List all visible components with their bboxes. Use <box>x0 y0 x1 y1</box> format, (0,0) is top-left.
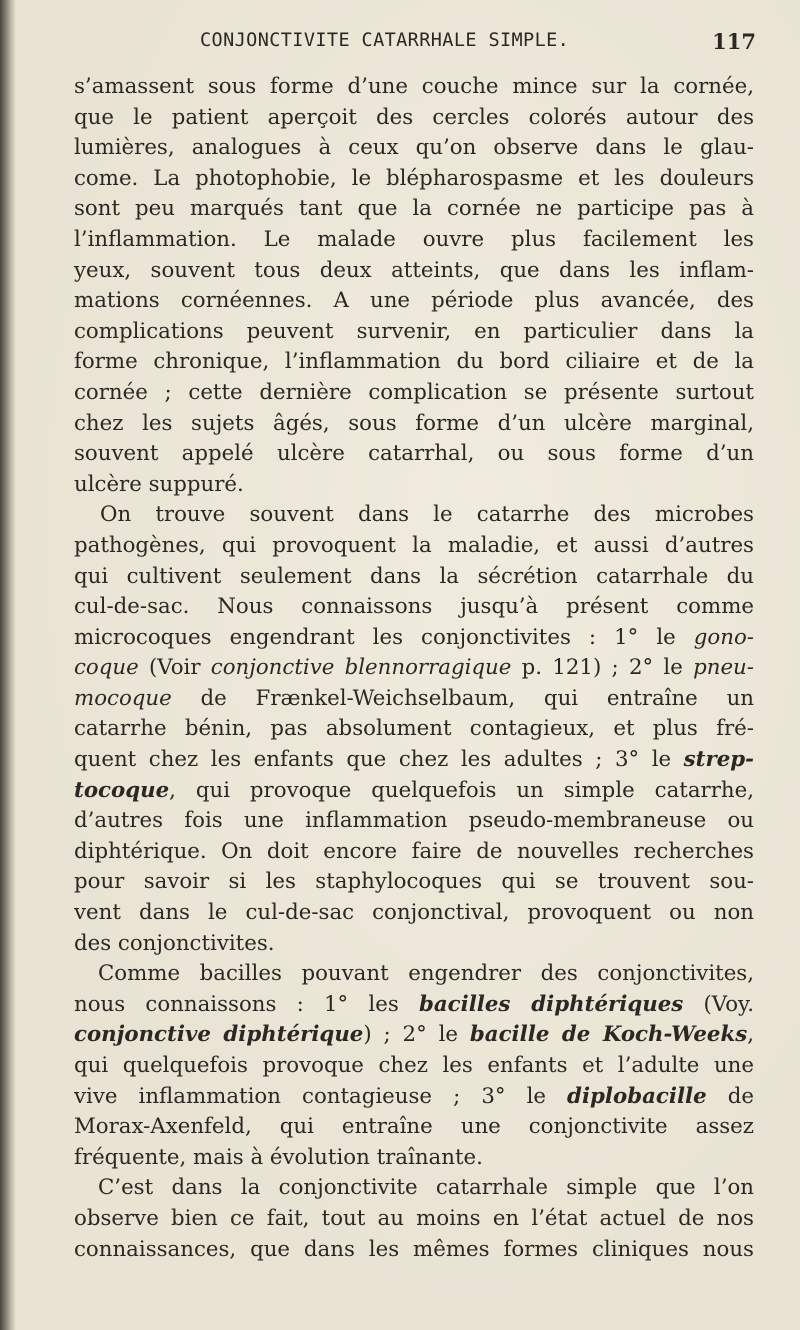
text-line: observe bien ce fait, tout au moins en l’état actuel de nos <box>74 1205 754 1231</box>
italic-term: bacille de Koch-Weeks <box>469 1022 748 1048</box>
italic-term: diplobacille <box>567 1083 707 1109</box>
text-line: mocoque de Frænkel-Weichselbaum, qui entraîne un <box>74 685 754 711</box>
text-line: quent chez les enfants que chez les adultes ; 3° le strep- <box>74 747 754 773</box>
text-line: souvent appelé ulcère catarrhal, ou sous forme d’un <box>74 441 754 467</box>
paragraph-start-line: Comme bacilles pouvant engendrer des conjonctivites, <box>98 961 754 987</box>
text-line: diphtérique. On doit encore faire de nouvelles recherches <box>74 838 754 864</box>
text-line: forme chronique, l’inflammation du bord ciliaire et de la <box>74 349 754 375</box>
italic-term: strep- <box>683 747 754 773</box>
text-line: microcoques engendrant les conjonctivites : 1° le gono- <box>74 624 754 650</box>
text-line: vent dans le cul-de-sac conjonctival, provoquent ou non <box>74 900 754 926</box>
text-line: s’amassent sous forme d’une couche mince sur la cornée, <box>74 74 754 99</box>
italic-term: gono- <box>693 624 754 650</box>
text-line: lumières, analogues à ceux qu’on observe dans le glau- <box>74 135 754 161</box>
text-line: qui cultivent seulement dans la sécrétion catarrhale du <box>74 563 754 589</box>
text-line: complications peuvent survenir, en particulier dans la <box>74 318 754 344</box>
text-line: ulcère suppuré. <box>74 471 244 497</box>
text-line: vive inflammation contagieuse ; 3° le diplobacille de <box>74 1083 754 1109</box>
text-line: pathogènes, qui provoquent la maladie, et aussi d’autres <box>74 532 754 558</box>
text-line: que le patient aperçoit des cercles colorés autour des <box>74 104 754 130</box>
italic-term: conjonctive diphtérique <box>74 1022 364 1048</box>
running-head <box>0 26 800 60</box>
text-line: nous connaissons : 1° les bacilles diphtériques (Voy. <box>74 991 754 1017</box>
page-binding-shadow <box>0 0 16 1330</box>
text-line: mations cornéennes. A une période plus avancée, des <box>74 288 754 314</box>
text-line: fréquente, mais à évolution traînante. <box>74 1144 483 1170</box>
page-number: 117 <box>712 29 756 54</box>
text-line: des conjonctivites. <box>74 930 275 956</box>
text-line: yeux, souvent tous deux atteints, que dans les inflam- <box>74 257 754 283</box>
paragraph-start-line: C’est dans la conjonctivite catarrhale simple que l’on <box>98 1175 754 1201</box>
text-line: come. La photophobie, le blépharospasme et les douleurs <box>74 165 754 191</box>
italic-term: bacilles diphtériques <box>418 991 684 1017</box>
text-line: Morax-Axenfeld, qui entraîne une conjonctivite assez <box>74 1114 754 1140</box>
text-line: l’inflammation. Le malade ouvre plus facilement les <box>74 226 754 252</box>
paragraph-start-line: On trouve souvent dans le catarrhe des microbes <box>100 502 754 528</box>
body-text <box>74 72 754 1265</box>
text-line: tocoque, qui provoque quelquefois un simple catarrhe, <box>74 777 754 803</box>
text-line: sont peu marqués tant que la cornée ne participe pas à <box>74 196 754 222</box>
running-title: CONJONCTIVITE CATARRHALE SIMPLE. <box>200 30 570 51</box>
text-line: connaissances, que dans les mêmes formes cliniques nous <box>74 1236 754 1262</box>
italic-term: pneu- <box>693 655 754 681</box>
italic-term: mocoque <box>74 685 172 711</box>
text-line: pour savoir si les staphylocoques qui se trouvent sou- <box>74 869 754 895</box>
text-line: d’autres fois une inflammation pseudo-membraneuse ou <box>74 808 754 834</box>
text-line: catarrhe bénin, pas absolument contagieux, et plus fré- <box>74 716 754 742</box>
text-line: conjonctive diphtérique) ; 2° le bacille de Koch-Weeks, <box>74 1022 754 1048</box>
text-line: qui quelquefois provoque chez les enfants et l’adulte une <box>74 1053 754 1078</box>
italic-term: conjonctive blennorragique <box>210 655 512 681</box>
text-line: cul-de-sac. Nous connaissons jusqu’à présent comme <box>74 594 754 620</box>
text-line: chez les sujets âgés, sous forme d’un ulcère marginal, <box>74 410 754 436</box>
italic-term: coque <box>74 655 139 681</box>
text-line: coque (Voir conjonctive blennorragique p. 121) ; 2° le pneu- <box>74 655 754 681</box>
text-line: cornée ; cette dernière complication se présente surtout <box>74 379 754 405</box>
italic-term: tocoque <box>74 777 170 803</box>
